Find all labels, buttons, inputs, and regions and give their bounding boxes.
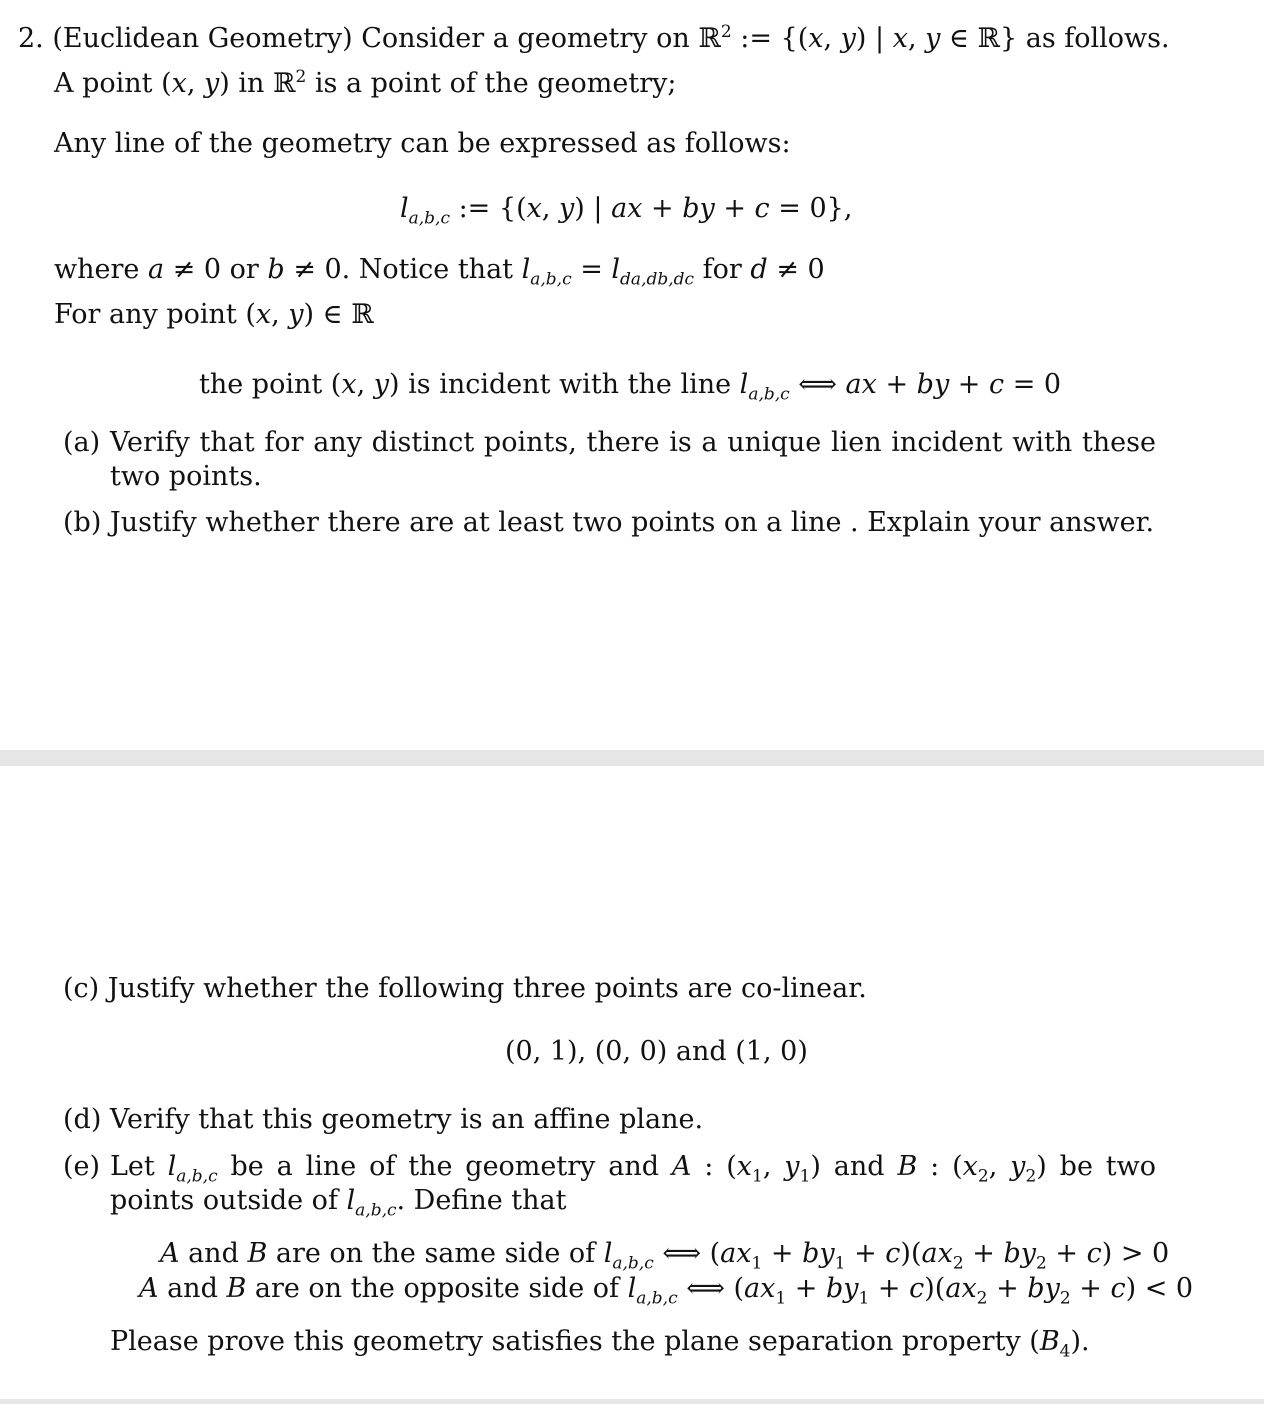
same-side-def: A and B are on the same side of $l_{a,b,c}$ ⟺ $(ax_1 + by_1 + c)(ax_2 + by_2 + c) > 0$ <box>160 1238 1170 1274</box>
page-separator <box>0 750 1264 766</box>
opposite-side-def: A and B are on the opposite side of $l_{a,b,c}$ ⟺ $(ax_1 + by_1 + c)(ax_2 + by_2 + c) < 0$ <box>139 1273 1194 1309</box>
incidence-rule: the point (x, y) is incident with the line $l_{a,b,c}$ ⟺ ax + by + c = 0 <box>199 369 1062 405</box>
part-c-points: (0, 1), (0, 0) and (1, 0) <box>505 1036 808 1067</box>
part-a-text: Verify that for any distinct points, there is a unique lien incident with these two points. <box>110 427 1156 492</box>
line-formula: $l_{a,b,c}$ := {(x, y) | ax + by + c = 0}, <box>400 193 853 229</box>
problem-heading: 2. (Euclidean Geometry) Consider a geometry on ℝ$^2$ := {(x, y) | x, y ∈ ℝ} as follows. <box>18 22 1170 54</box>
part-b: (b) Justify whether there are at least two points on a line . Explain your answer. <box>63 507 1155 538</box>
part-c: (c) Justify whether the following three points are co-linear. <box>63 973 867 1004</box>
page-bottom-edge <box>0 1399 1264 1404</box>
for-any-point: For any point (x, y) ∈ ℝ <box>54 299 374 330</box>
line-intro: Any line of the geometry can be expressed as follows: <box>54 128 791 159</box>
part-e-text: Let $l_{a,b,c}$ be a line of the geometry and A : ($x_1$, $y_1$) and B : ($x_2$, $y_2$) be two points outside of $l_{a,b,c}$. Define that <box>110 1151 1157 1221</box>
prove-statement: Please prove this geometry satisfies the plane separation property $(B_4)$. <box>110 1326 1090 1362</box>
where-clause: where a ≠ 0 or b ≠ 0. Notice that $l_{a,b,c} = l_{da,db,dc}$ for d ≠ 0 <box>54 254 825 290</box>
part-d: (d) Verify that this geometry is an affine plane. <box>63 1104 704 1135</box>
part-e-label: (e) <box>63 1151 101 1182</box>
part-a-label: (a) <box>63 427 101 458</box>
point-definition: A point (x, y) in ℝ$^2$ is a point of the geometry; <box>54 67 677 99</box>
